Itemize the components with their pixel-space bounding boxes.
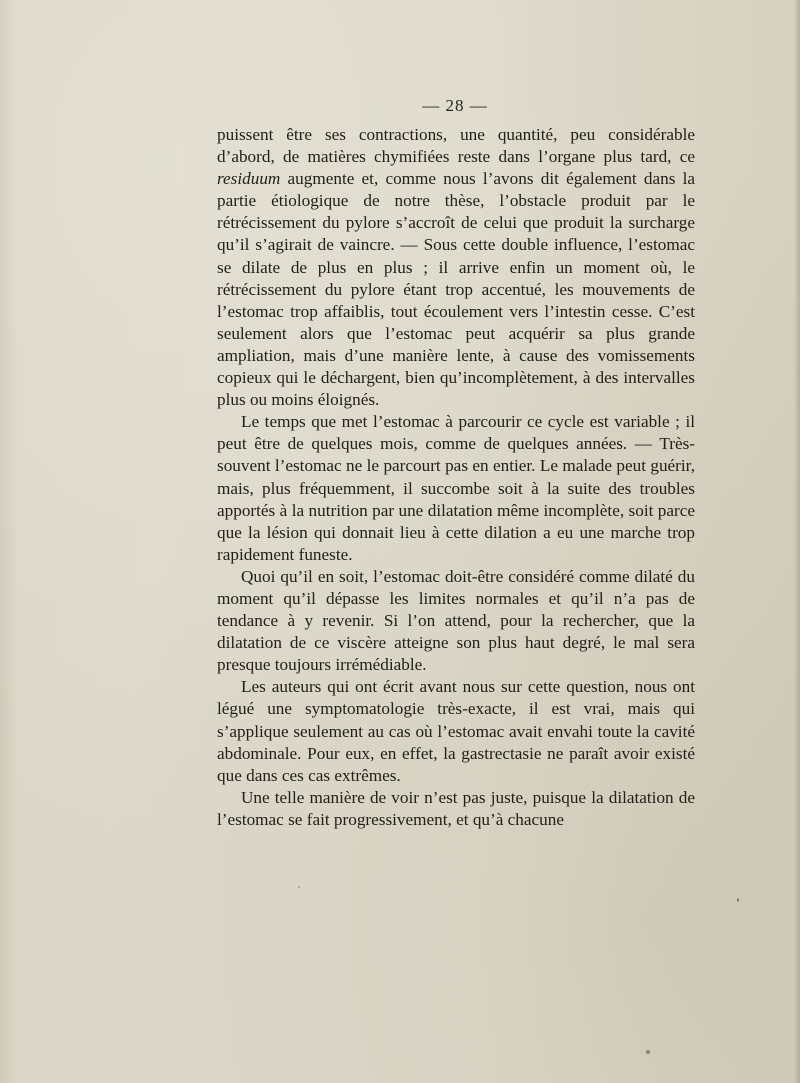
paper-speck: [646, 1050, 650, 1054]
page-number: — 28 —: [422, 96, 488, 115]
body-text: [217, 124, 695, 831]
paragraph-2: Le temps que met l’estomac à parcourir ce cycle est variable ; il peut être de quelques mois, comme de quelques années. — Très-souvent l’estomac ne le parcourt pas en entier. Le malade peut guérir, mais, plus fréquemment, il succombe soit à la suite des troubles apportés à la nutrition par une dilatation même incomplète, soit parce que la lésion qui donnait lieu à cette dilation a eu une marche trop rapidement funeste.: [217, 412, 695, 564]
paragraph-4: Les auteurs qui ont écrit avant nous sur cette question, nous ont légué une symptomatologie très-exacte, il est vrai, mais qui s’applique seulement au cas où l’estomac avait envahi toute la cavité abdominale. Pour eux, en effet, la gastrectasie ne paraît avoir existé que dans ces cas extrêmes.: [217, 677, 695, 785]
paragraph-1-text-end: augmente et, comme nous l’avons dit également dans la partie étiologique de notre thèse, l’obstacle produit par le rétrécissement du pylore s’accroît de celui que produit la surcharge qu’il s’agirait de vaincre. — Sous cette double influence, l’estomac se dilate de plus en plus ; il arrive enfin un moment où, le rétrécissement du pylore étant trop accentué, les mouvements de l’estomac trop affaiblis, tout écoulement vers l’intestin cesse. C’est seulement alors que l’estomac peut acquérir sa plus grande ampliation, mais d’une manière lente, à cause des vomissements copieux qui le déchargent, bien qu’incomplètement, à des intervalles plus ou moins éloignés.: [217, 169, 695, 410]
paragraph-1-text-start: puissent être ses contractions, une quantité, peu considérable d’abord, de matières chymifiées reste dans l’organe plus tard, ce: [217, 125, 695, 167]
paragraph-3: Quoi qu’il en soit, l’estomac doit-être considéré comme dilaté du moment qu’il dépasse les limites normales et qu’il n’a pas de tendance à y revenir. Si l’on attend, pour la rechercher, que la dilatation de ce viscère atteigne son plus haut degré, le mal sera presque toujours irrémédiable.: [217, 566, 695, 675]
page-edge-shadow: [794, 0, 800, 1083]
paper-speck: [298, 886, 300, 888]
paragraph-1: [217, 124, 695, 411]
paper-speck: [737, 898, 739, 902]
residuum-emphasis: residuum: [217, 169, 281, 189]
paragraph-5: Une telle manière de voir n’est pas juste, puisque la dilatation de l’estomac se fait progressivement, et qu’à chacune: [217, 787, 695, 829]
